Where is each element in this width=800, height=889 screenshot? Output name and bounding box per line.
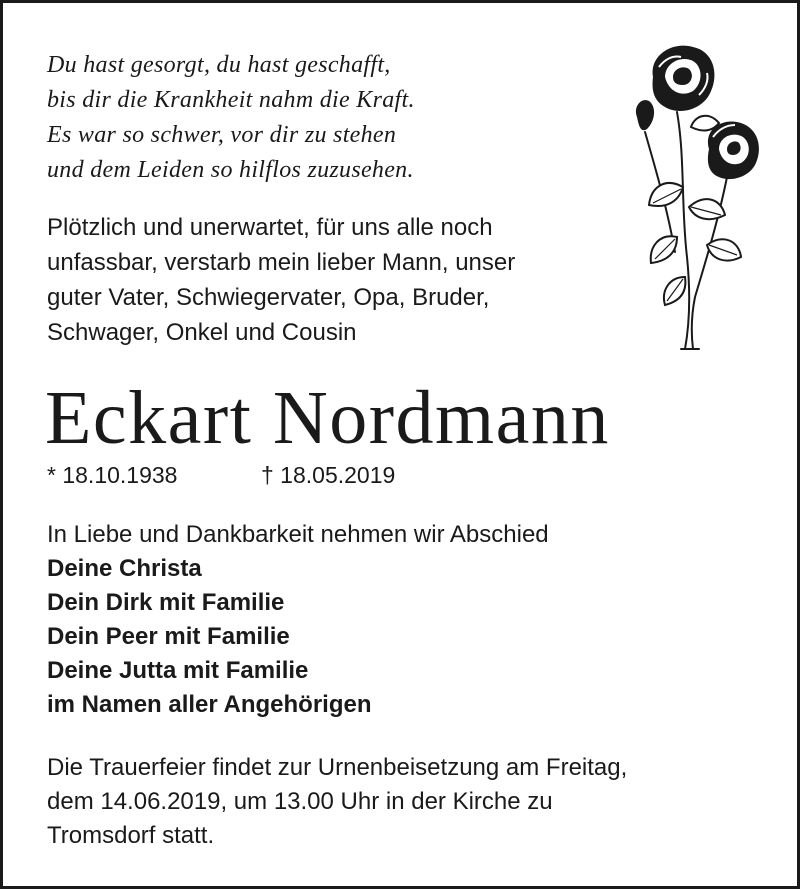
- signer: Dein Peer mit Familie: [47, 623, 290, 650]
- signer: Dein Dirk mit Familie: [47, 589, 285, 616]
- signer: Deine Christa: [47, 555, 202, 582]
- memorial-poem: [47, 48, 607, 188]
- service-line: Die Trauerfeier findet zur Urnenbeisetzung am Freitag,: [47, 754, 628, 781]
- intro-line: unfassbar, verstarb mein lieber Mann, unser: [47, 249, 516, 276]
- intro-text: [47, 210, 607, 350]
- funeral-service-info: [47, 751, 747, 853]
- service-line: Tromsdorf statt.: [47, 822, 215, 849]
- birth-date: * 18.10.1938: [47, 462, 178, 488]
- poem-line: und dem Leiden so hilflos zuzusehen.: [47, 157, 414, 183]
- signer: im Namen aller Angehörigen: [47, 691, 372, 718]
- intro-line: guter Vater, Schwiegervater, Opa, Bruder,: [47, 284, 490, 311]
- death-date: † 18.05.2019: [261, 462, 396, 488]
- service-line: dem 14.06.2019, um 13.00 Uhr in der Kirche zu: [47, 788, 553, 815]
- farewell-lead: In Liebe und Dankbarkeit nehmen wir Abschied: [47, 521, 549, 548]
- life-dates: [47, 459, 395, 491]
- intro-line: Plötzlich und unerwartet, für uns alle noch: [47, 214, 493, 241]
- rose-illustration-icon: [615, 37, 765, 357]
- farewell-section: [47, 518, 747, 722]
- poem-line: Es war so schwer, vor dir zu stehen: [47, 122, 397, 148]
- deceased-name: Eckart Nordmann: [45, 376, 610, 460]
- signer: Deine Jutta mit Familie: [47, 657, 309, 684]
- poem-line: bis dir die Krankheit nahm die Kraft.: [47, 87, 415, 113]
- poem-line: Du hast gesorgt, du hast geschafft,: [47, 52, 391, 78]
- intro-line: Schwager, Onkel und Cousin: [47, 319, 357, 346]
